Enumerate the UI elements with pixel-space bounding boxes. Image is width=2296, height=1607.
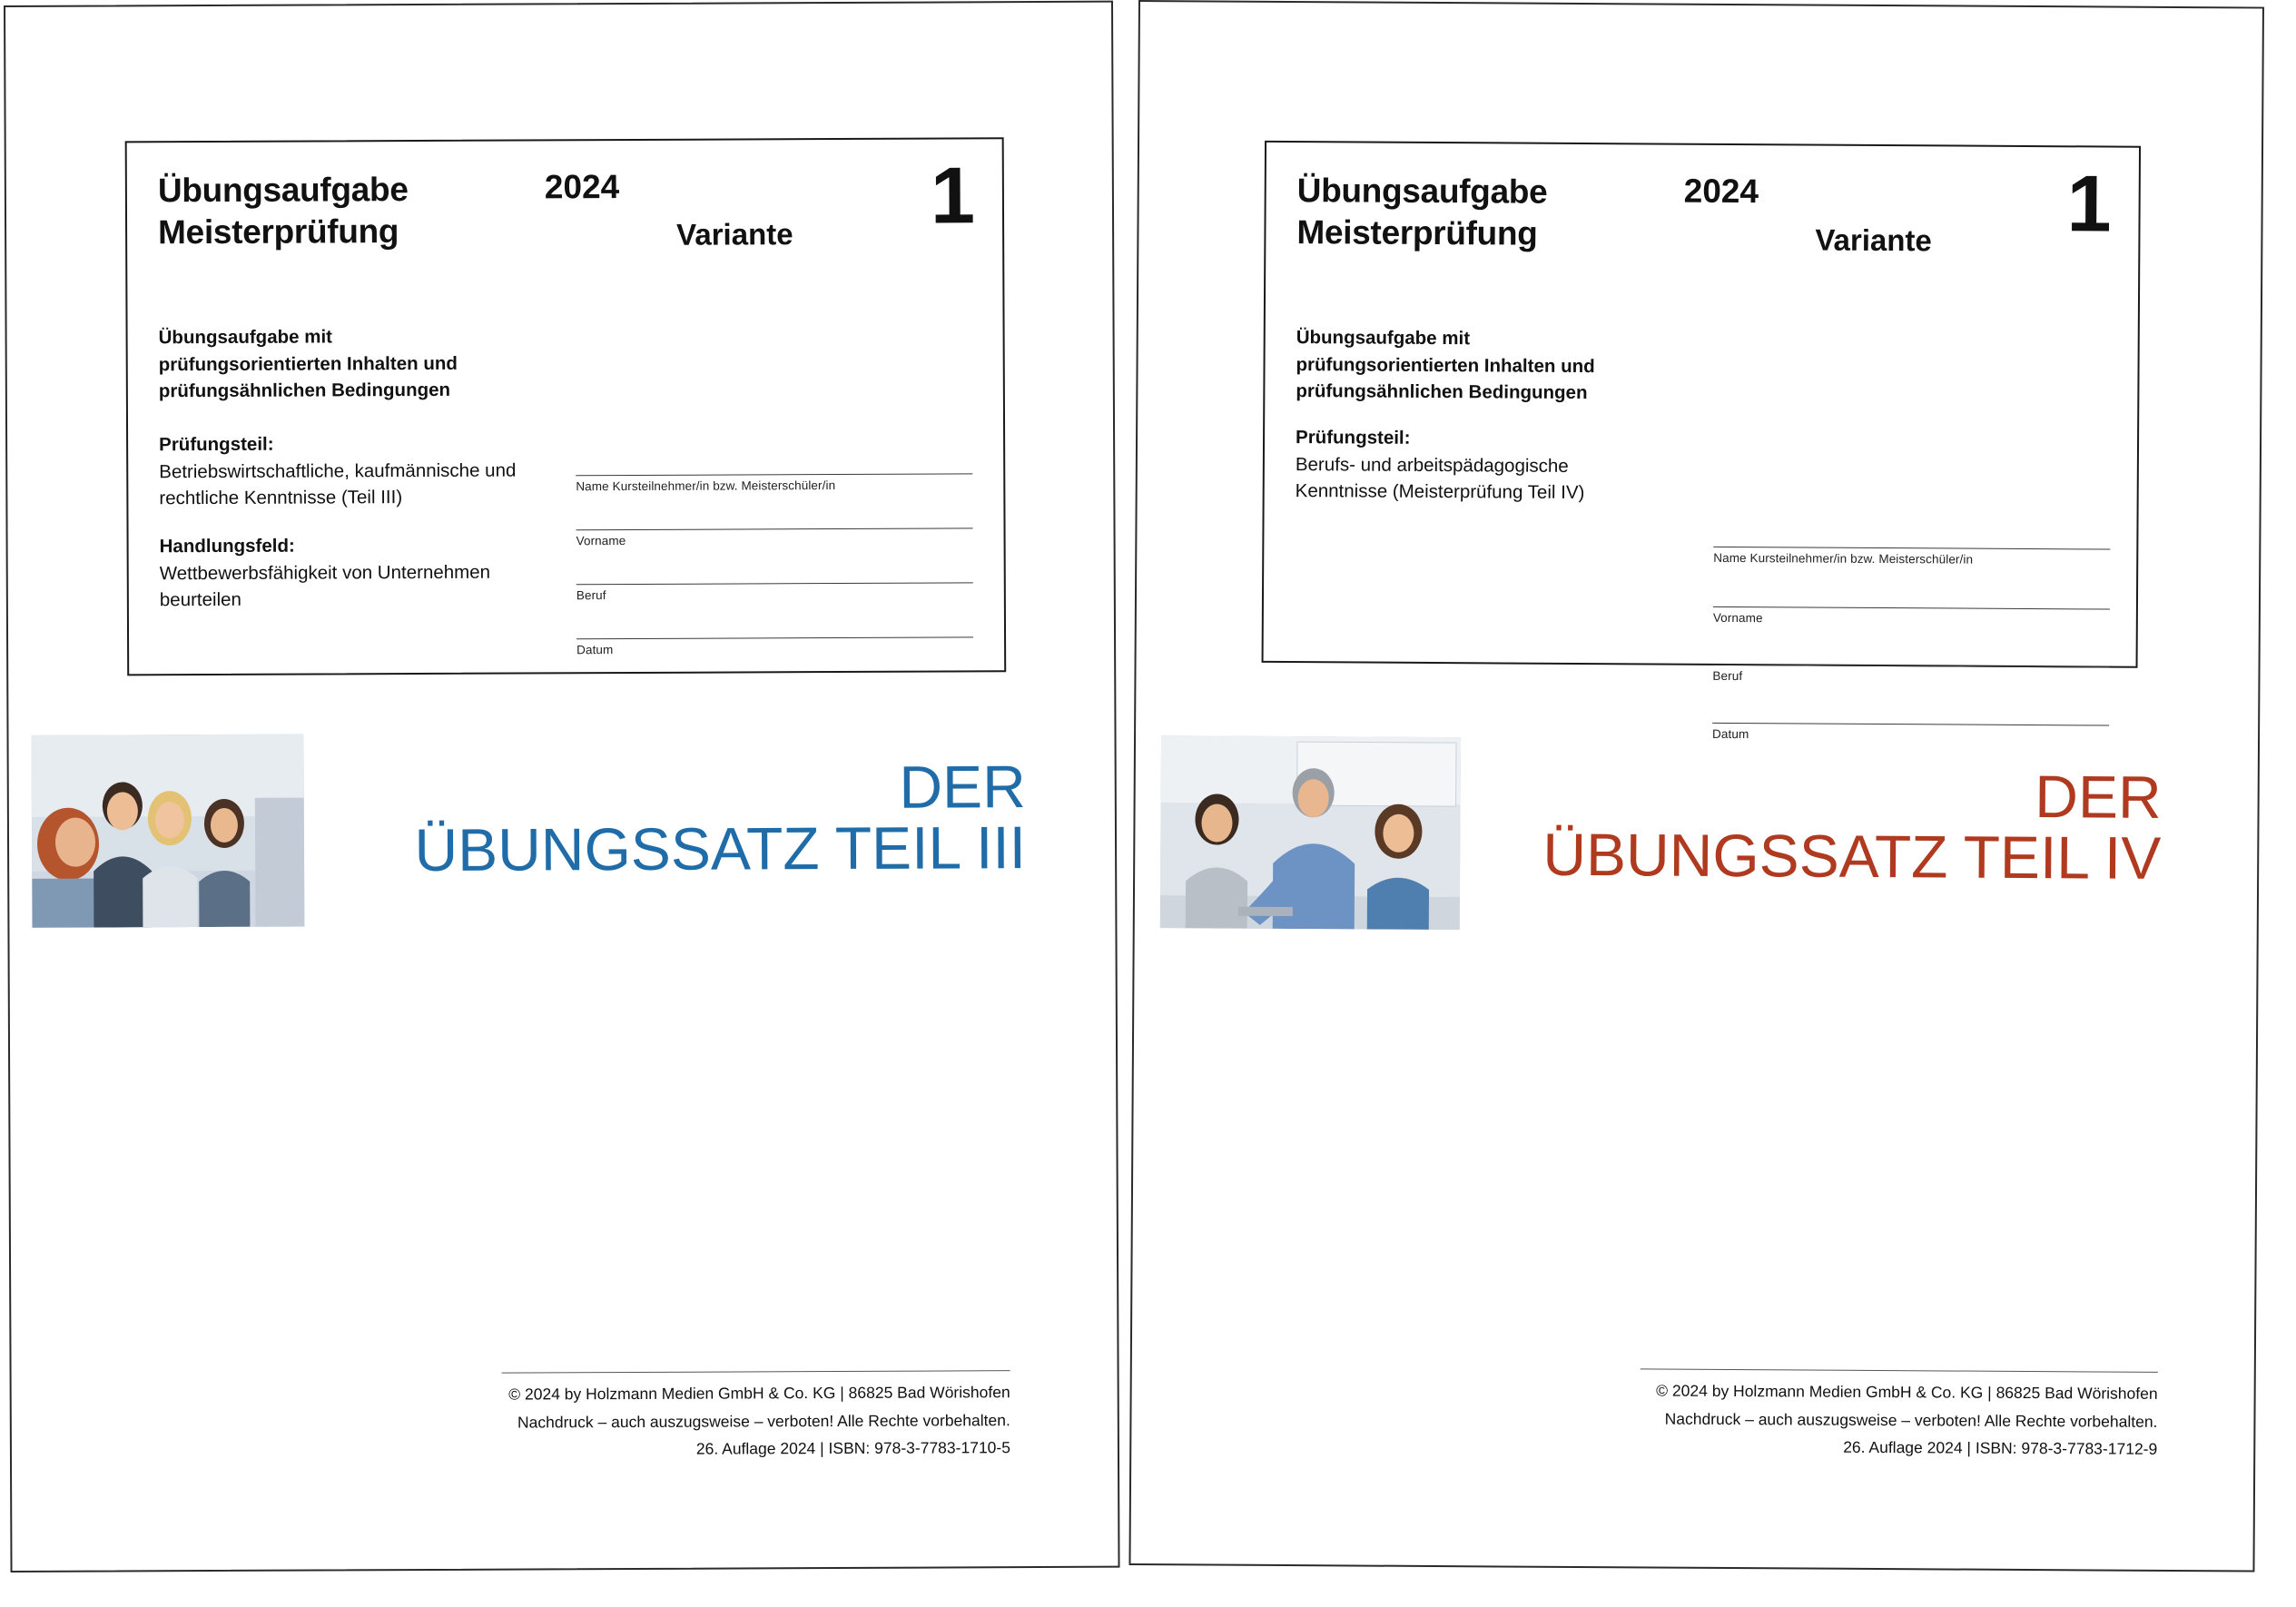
cover-title-line1: DER — [899, 753, 1026, 821]
cover-photo-trainer — [1160, 735, 1461, 930]
pruefungsteil-value: Betriebswirtschaftliche, kaufmännische und rechtliche Kenntnisse (Teil III) — [159, 459, 517, 509]
form-variante-number: 1 — [930, 150, 976, 241]
form-subtitle: Übungsaufgabe mit prüfungsorientierten Inhalten und prüfungsähnlichen Bedingungen — [1296, 327, 1595, 404]
form-title-line2: Meisterprüfung — [1296, 213, 1538, 252]
form-variante-label: Variante — [1815, 222, 1932, 258]
field-datum-caption: Datum — [576, 643, 614, 657]
form-pruefungsteil — [1296, 424, 1660, 508]
exam-header-form-box — [1262, 141, 2141, 742]
form-title-line1: Übungsaufgabe — [1296, 172, 1548, 211]
footer-copyright: © 2024 by Holzmann Medien GmbH & Co. KG | 86825 Bad Wörishofen — [508, 1383, 1010, 1404]
footer-divider — [502, 1370, 1010, 1373]
document-page-teil-iii — [4, 1, 1120, 1572]
handlungsfeld-label: Handlungsfeld: — [159, 535, 295, 557]
page-footer-teil-iii — [502, 1370, 1010, 1464]
pruefungsteil-label: Prüfungsteil: — [159, 433, 274, 456]
footer-isbn: 26. Auflage 2024 | ISBN: 978-3-7783-1712-9 — [1843, 1438, 2158, 1459]
handlungsfeld-value: Wettbewerbsfähigkeit von Unternehmen beurteilen — [159, 561, 491, 611]
field-datum[interactable] — [576, 636, 973, 656]
form-title-line2: Meisterprüfung — [158, 212, 399, 251]
form-year: 2024 — [1683, 172, 1759, 211]
field-beruf[interactable] — [1712, 665, 2109, 685]
field-vorname[interactable] — [576, 527, 973, 547]
field-beruf-caption: Beruf — [576, 588, 606, 603]
form-variante-label: Variante — [676, 217, 793, 251]
form-year: 2024 — [544, 168, 620, 206]
cover-title-line1: DER — [2035, 763, 2162, 831]
field-beruf-caption: Beruf — [1712, 668, 1743, 684]
field-vorname[interactable] — [1713, 606, 2110, 627]
footer-copyright: © 2024 by Holzmann Medien GmbH & Co. KG | 86825 Bad Wörishofen — [1656, 1381, 2158, 1403]
cover-photo-students — [32, 734, 305, 928]
page-footer-teil-iv — [1640, 1368, 2158, 1463]
pruefungsteil-value: Berufs- und arbeitspädagogische Kenntnisse (Meisterprüfung Teil IV) — [1295, 453, 1585, 504]
footer-isbn: 26. Auflage 2024 | ISBN: 978-3-7783-1710-5 — [695, 1438, 1010, 1458]
form-title — [158, 169, 409, 254]
footer-divider — [1641, 1368, 2158, 1372]
cover-title-teil-iv — [1434, 763, 2162, 890]
form-title-line1: Übungsaufgabe — [157, 171, 409, 210]
cover-photo-students-graphic — [32, 734, 305, 928]
footer-rights: Nachdruck – auch auszugsweise – verboten! Alle Rechte vorbehalten. — [517, 1410, 1010, 1432]
exam-header-form-box — [125, 137, 1007, 675]
pruefungsteil-label: Prüfungsteil: — [1295, 427, 1411, 449]
field-name-kursteilnehmer-caption: Name Kursteilnehmer/in bzw. Meisterschüler/in — [1713, 550, 1974, 567]
document-page-teil-iv — [1128, 0, 2264, 1572]
field-name-kursteilnehmer[interactable] — [576, 473, 972, 493]
field-vorname-caption: Vorname — [1712, 610, 1763, 626]
form-variante-number: 1 — [2066, 158, 2112, 249]
field-datum[interactable] — [1712, 723, 2109, 744]
form-handlungsfeld — [160, 532, 523, 615]
cover-photo-trainer-graphic — [1160, 735, 1461, 930]
footer-rights: Nachdruck – auch auszugsweise – verboten! Alle Rechte vorbehalten. — [1664, 1409, 2158, 1431]
field-datum-caption: Datum — [1712, 726, 1749, 742]
form-subtitle: Übungsaufgabe mit prüfungsorientierten Inhalten und prüfungsähnlichen Bedingungen — [158, 326, 458, 402]
form-title — [1296, 170, 1547, 255]
field-beruf[interactable] — [576, 582, 973, 602]
cover-title-line2: ÜBUNGSSATZ TEIL III — [414, 813, 1027, 884]
cover-title-teil-iii — [309, 753, 1027, 884]
field-vorname-caption: Vorname — [576, 534, 626, 548]
form-pruefungsteil — [159, 430, 522, 513]
cover-title-line2: ÜBUNGSSATZ TEIL IV — [1542, 821, 2162, 892]
field-name-kursteilnehmer[interactable] — [1713, 547, 2110, 567]
field-name-kursteilnehmer-caption: Name Kursteilnehmer/in bzw. Meisterschüler/in — [576, 478, 836, 494]
